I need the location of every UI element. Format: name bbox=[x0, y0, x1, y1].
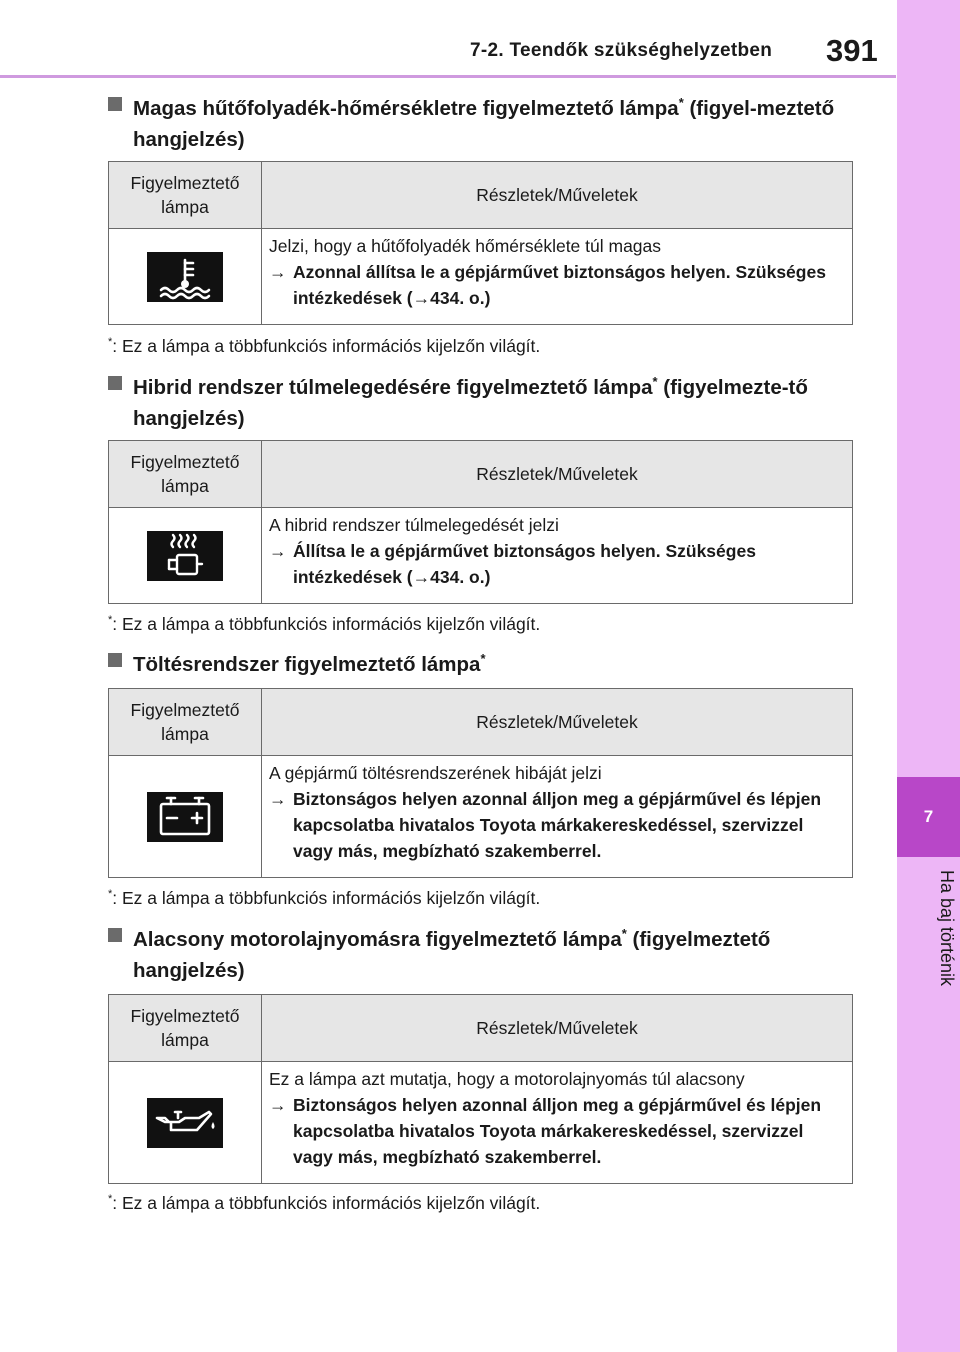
warning-table bbox=[108, 688, 853, 878]
section-heading: Töltésrendszer figyelmeztető lámpa* bbox=[133, 651, 486, 676]
action-text: → Azonnal állítsa le a gépjárművet biztonságos helyen. Szükséges intézkedések (→434. o.) bbox=[269, 262, 826, 308]
oil-pressure-icon bbox=[147, 1098, 223, 1148]
chapter-label: Ha baj történik bbox=[937, 870, 957, 987]
column-header-details: Részletek/Műveletek bbox=[262, 441, 853, 508]
action-text: → Biztonságos helyen azonnal álljon meg a gépjárművel és lépjen kapcsolatba hivatalos Toyota márkakereskedéssel, szervizzel vagy más, megbízható szakemberrel. bbox=[269, 1095, 822, 1167]
lamp-cell bbox=[109, 1062, 262, 1184]
section-heading: Magas hűtőfolyadék-hőmérsékletre figyelmeztető lámpa* (figyel-meztető hangjelzés) bbox=[133, 95, 835, 151]
action-text: → Biztonságos helyen azonnal álljon meg a gépjárművel és lépjen kapcsolatba hivatalos Toyota márkakereskedéssel, szervizzel vagy más, megbízható szakemberrel. bbox=[269, 789, 822, 861]
detail-text: A gépjármű töltésrendszerének hibáját jelzi bbox=[269, 763, 602, 783]
section-bullet bbox=[108, 97, 122, 111]
column-header-details: Részletek/Műveletek bbox=[262, 689, 853, 756]
hybrid-overheat-icon bbox=[147, 531, 223, 581]
action-text: → Állítsa le a gépjárművet biztonságos helyen. Szükséges intézkedések (→434. o.) bbox=[269, 541, 756, 587]
section-heading: Alacsony motorolajnyomásra figyelmeztető lámpa* (figyelmeztető hangjelzés) bbox=[133, 926, 771, 982]
lamp-cell bbox=[109, 229, 262, 325]
footnote: *: Ez a lámpa a többfunkciós információs kijelzőn világít. bbox=[108, 888, 541, 908]
column-header-lamp: Figyelmeztető lámpa bbox=[109, 689, 262, 756]
column-header-lamp: Figyelmeztető lámpa bbox=[109, 995, 262, 1062]
section-heading: Hibrid rendszer túlmelegedésére figyelmeztető lámpa* (figyelmezte-tő hangjelzés) bbox=[133, 374, 808, 430]
footnote: *: Ez a lámpa a többfunkciós információs kijelzőn világít. bbox=[108, 336, 541, 356]
section-title: 7-2. Teendők szükséghelyzetben bbox=[470, 40, 773, 61]
detail-text: Jelzi, hogy a hűtőfolyadék hőmérséklete túl magas bbox=[269, 236, 662, 256]
column-header-details: Részletek/Műveletek bbox=[262, 995, 853, 1062]
warning-table bbox=[108, 994, 853, 1184]
header-divider bbox=[0, 75, 896, 78]
coolant-temperature-icon bbox=[147, 252, 223, 302]
detail-cell bbox=[262, 229, 853, 325]
section-bullet bbox=[108, 376, 122, 390]
column-header-details: Részletek/Műveletek bbox=[262, 162, 853, 229]
detail-cell bbox=[262, 1062, 853, 1184]
warning-table bbox=[108, 161, 853, 325]
warning-table bbox=[108, 440, 853, 604]
lamp-cell bbox=[109, 508, 262, 604]
column-header-lamp: Figyelmeztető lámpa bbox=[109, 162, 262, 229]
battery-icon bbox=[147, 792, 223, 842]
chapter-side-tab bbox=[897, 0, 960, 1352]
lamp-cell bbox=[109, 756, 262, 878]
footnote: *: Ez a lámpa a többfunkciós információs kijelzőn világít. bbox=[108, 614, 541, 634]
section-bullet bbox=[108, 653, 122, 667]
page-number: 391 bbox=[826, 33, 878, 68]
detail-text: A hibrid rendszer túlmelegedését jelzi bbox=[269, 515, 559, 535]
footnote: *: Ez a lámpa a többfunkciós információs kijelzőn világít. bbox=[108, 1193, 541, 1213]
detail-cell bbox=[262, 508, 853, 604]
detail-cell bbox=[262, 756, 853, 878]
section-bullet bbox=[108, 928, 122, 942]
detail-text: Ez a lámpa azt mutatja, hogy a motorolajnyomás túl alacsony bbox=[269, 1069, 745, 1089]
chapter-number: 7 bbox=[897, 777, 960, 857]
column-header-lamp: Figyelmeztető lámpa bbox=[109, 441, 262, 508]
